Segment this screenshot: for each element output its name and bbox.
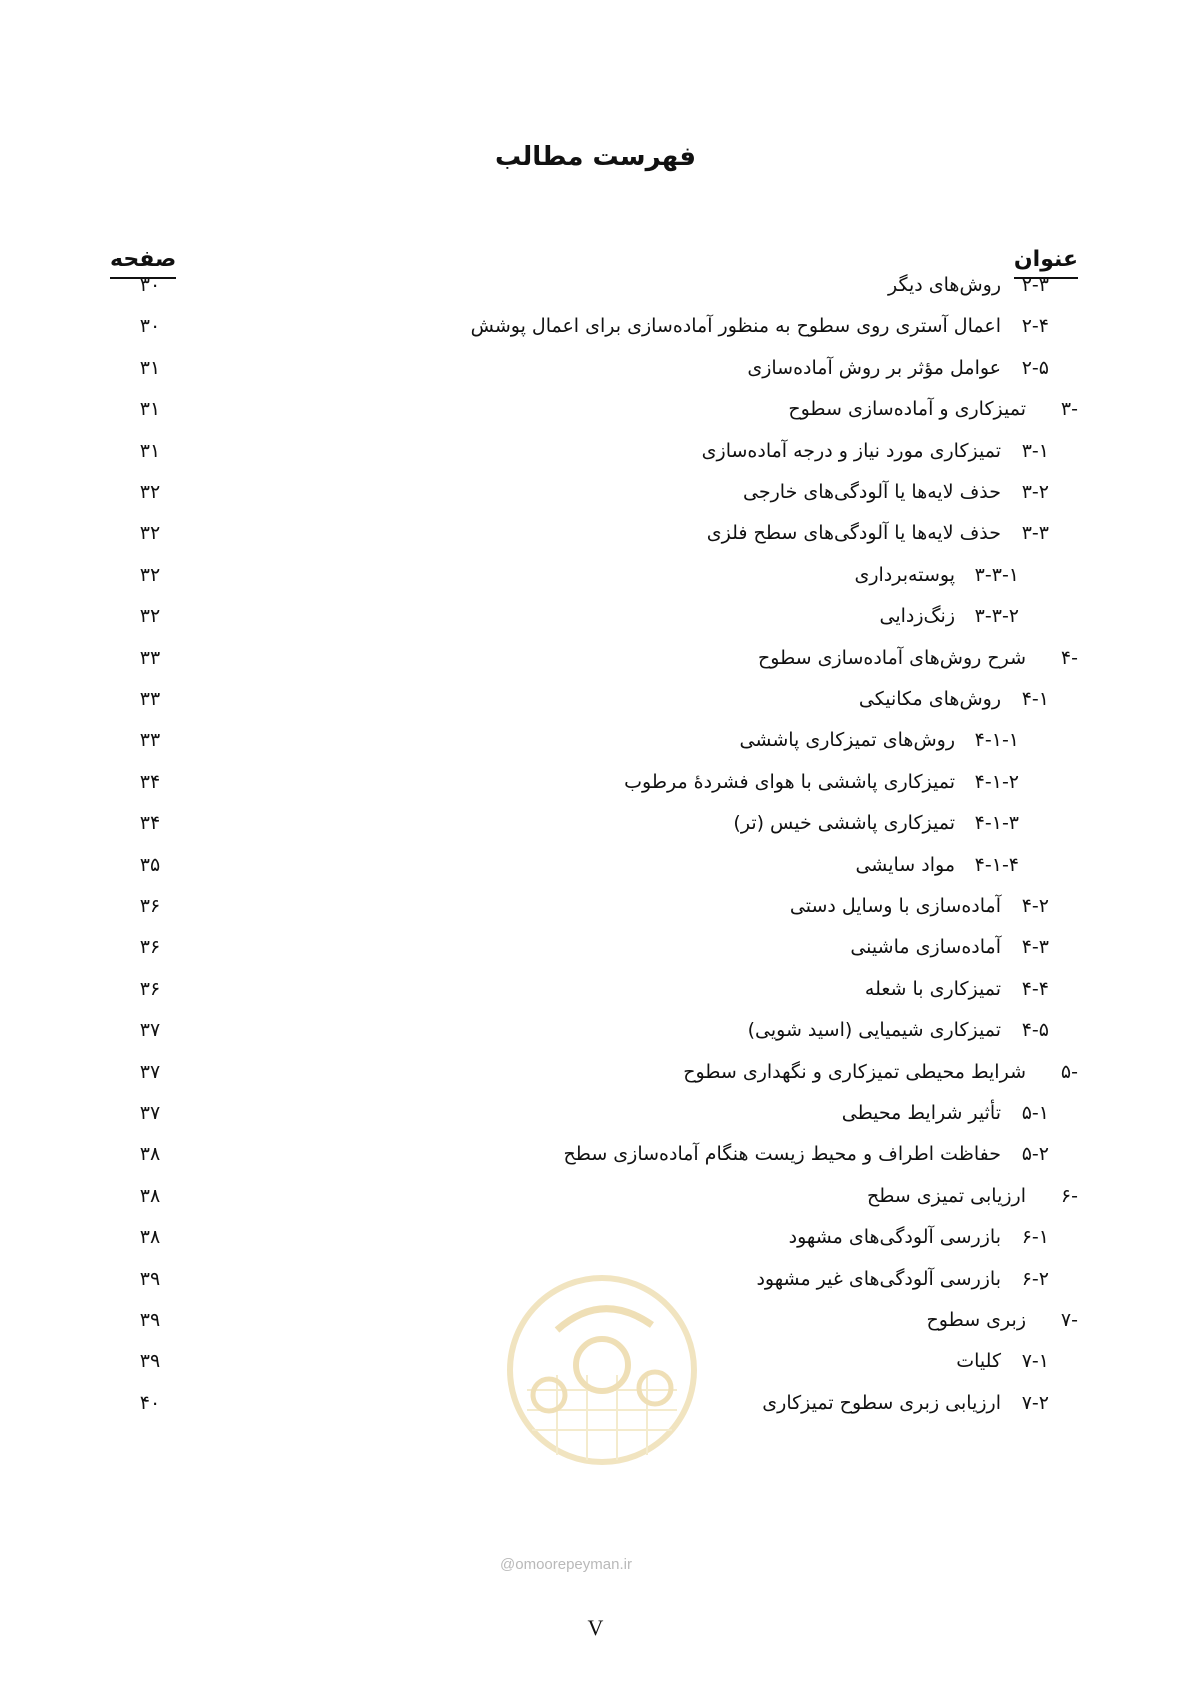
- section-title: تمیزکاری پاششی با هوای فشردهٔ مرطوب: [624, 771, 955, 793]
- toc-row: [0, 974, 1191, 1018]
- toc-row: [0, 725, 1191, 769]
- section-number: ۲-۴: [1021, 315, 1049, 337]
- section-title: زنگ‌زدایی: [879, 605, 955, 627]
- section-title: پوسته‌برداری: [854, 564, 955, 586]
- page-ref: ۳۲: [139, 564, 161, 586]
- toc-row: [0, 518, 1191, 562]
- toc-entry: [859, 684, 1049, 714]
- toc-row: [0, 1015, 1191, 1059]
- section-number: ۴-۲: [1021, 895, 1049, 917]
- section-number: ۴-۵: [1021, 1019, 1049, 1041]
- toc-entry: [867, 1181, 1078, 1211]
- section-number: -۶: [1060, 1185, 1078, 1207]
- section-number: ۴-۱-۳: [974, 812, 1019, 834]
- section-title: روش‌های تمیزکاری پاششی: [739, 729, 955, 751]
- page-ref: ۳۱: [139, 398, 161, 420]
- toc-row: [0, 477, 1191, 521]
- page-title: فهرست مطالب: [495, 142, 696, 172]
- section-title: روش‌های دیگر: [888, 274, 1001, 296]
- section-number: ۴-۱-۴: [974, 854, 1019, 876]
- toc-entry: [707, 518, 1049, 548]
- page-ref: ۳۸: [139, 1143, 161, 1165]
- page-number: V: [587, 1615, 604, 1640]
- page-ref: ۳۰: [139, 274, 161, 296]
- toc-row: [0, 1181, 1191, 1225]
- toc-row: [0, 270, 1191, 314]
- section-number: ۲-۵: [1021, 357, 1049, 379]
- toc-row: [0, 891, 1191, 935]
- title-column-header: عنوان: [1014, 246, 1078, 279]
- toc-entry: [956, 1346, 1049, 1376]
- section-number: ۴-۱-۱: [974, 729, 1019, 751]
- section-number: ۵-۱: [1021, 1102, 1049, 1124]
- page-ref: ۳۶: [139, 895, 161, 917]
- toc-entry: [748, 1015, 1049, 1045]
- page-ref: ۳۷: [139, 1019, 161, 1041]
- toc-row: [0, 1057, 1191, 1101]
- section-title: تمیزکاری شیمیایی (اسید شویی): [747, 1019, 1001, 1041]
- toc-row: [0, 394, 1191, 438]
- section-number: ۷-۱: [1021, 1350, 1049, 1372]
- page-ref: ۳۱: [139, 440, 161, 462]
- toc-row: [0, 311, 1191, 355]
- page-ref: ۳۹: [139, 1309, 161, 1331]
- toc-entry: [747, 353, 1049, 383]
- page-ref: ۳۳: [139, 688, 161, 710]
- section-title: شرایط محیطی تمیزکاری و نگهداری سطوح: [683, 1061, 1026, 1083]
- section-number: ۳-۳: [1021, 522, 1049, 544]
- page-ref: ۳۲: [139, 481, 161, 503]
- page-ref: ۳۶: [139, 978, 161, 1000]
- toc-row: [0, 1139, 1191, 1183]
- section-title: آماده‌سازی ماشینی: [850, 936, 1001, 958]
- section-title: اعمال آستری روی سطوح به منظور آماده‌سازی برای اعمال پوشش: [470, 315, 1001, 337]
- toc-entry: [788, 394, 1078, 424]
- toc-entry: [733, 808, 1019, 838]
- section-title: بازرسی آلودگی‌های مشهود: [788, 1226, 1001, 1248]
- section-title: شرح روش‌های آماده‌سازی سطوح: [757, 647, 1026, 669]
- section-title: تمیزکاری پاششی خیس (تر): [733, 812, 955, 834]
- toc-row: [0, 684, 1191, 728]
- section-title: تمیزکاری مورد نیاز و درجه آماده‌سازی: [701, 440, 1001, 462]
- section-number: -۷: [1060, 1309, 1078, 1331]
- toc-row: [0, 560, 1191, 604]
- toc-entry: [624, 767, 1019, 797]
- page-ref: ۳۰: [139, 315, 161, 337]
- watermark-url: @omoorepeyman.ir: [500, 1556, 632, 1573]
- section-title: ارزیابی تمیزی سطح: [866, 1185, 1026, 1207]
- toc-entry: [842, 1098, 1049, 1128]
- toc-entry: [789, 1222, 1049, 1252]
- toc-entry: [471, 311, 1049, 341]
- section-title: تأثیر شرایط محیطی: [841, 1102, 1001, 1124]
- section-number: ۳-۱: [1021, 440, 1049, 462]
- page-ref: ۳۲: [139, 522, 161, 544]
- page-ref: ۳۵: [139, 854, 161, 876]
- section-title: کلیات: [956, 1350, 1001, 1372]
- toc-row: [0, 767, 1191, 811]
- toc-entry: [756, 1264, 1049, 1294]
- toc-entry: [740, 725, 1019, 755]
- section-title: ارزیابی زبری سطوح تمیزکاری: [762, 1392, 1001, 1414]
- toc-entry: [927, 1305, 1078, 1335]
- toc-entry: [855, 850, 1019, 880]
- page-ref: ۳۱: [139, 357, 161, 379]
- toc-entry: [758, 643, 1078, 673]
- page-ref: ۳۷: [139, 1102, 161, 1124]
- section-number: ۲-۳: [1021, 274, 1049, 296]
- section-number: ۴-۱-۲: [974, 771, 1019, 793]
- section-number: ۶-۱: [1021, 1226, 1049, 1248]
- watermark-logo: [487, 1270, 717, 1470]
- section-title: حذف لایه‌ها یا آلودگی‌های خارجی: [743, 481, 1001, 503]
- section-title: تمیزکاری با شعله: [864, 978, 1001, 1000]
- section-title: آماده‌سازی با وسایل دستی: [789, 895, 1001, 917]
- page-ref: ۳۳: [139, 647, 161, 669]
- toc-row: [0, 850, 1191, 894]
- page-ref: ۳۳: [139, 729, 161, 751]
- toc-row: [0, 601, 1191, 645]
- page-ref: ۳۹: [139, 1268, 161, 1290]
- section-title: حفاظت اطراف و محیط زیست هنگام آماده‌سازی سطح: [563, 1143, 1001, 1165]
- toc-entry: [888, 270, 1049, 300]
- section-number: -۵: [1060, 1061, 1078, 1083]
- page-ref: ۳۸: [139, 1185, 161, 1207]
- toc-entry: [762, 1388, 1049, 1418]
- section-number: ۳-۳-۱: [974, 564, 1019, 586]
- toc-row: [0, 1222, 1191, 1266]
- section-number: ۵-۲: [1021, 1143, 1049, 1165]
- section-number: -۴: [1060, 647, 1078, 669]
- section-title: حذف لایه‌ها یا آلودگی‌های سطح فلزی: [706, 522, 1001, 544]
- section-number: ۳-۲: [1021, 481, 1049, 503]
- section-number: ۷-۲: [1021, 1392, 1049, 1414]
- page-ref: ۳۸: [139, 1226, 161, 1248]
- section-title: مواد سایشی: [855, 854, 955, 876]
- page-column-header: صفحه: [110, 246, 176, 279]
- page-ref: ۳۲: [139, 605, 161, 627]
- page-ref: ۳۴: [139, 771, 161, 793]
- toc-row: [0, 436, 1191, 480]
- toc-entry: [850, 932, 1049, 962]
- toc-entry: [702, 436, 1049, 466]
- toc-entry: [790, 891, 1049, 921]
- toc-entry: [563, 1139, 1049, 1169]
- page-ref: ۴۰: [139, 1392, 161, 1414]
- section-title: روش‌های مکانیکی: [858, 688, 1001, 710]
- toc-entry: [865, 974, 1049, 1004]
- page-ref: ۳۹: [139, 1350, 161, 1372]
- section-number: ۳-۳-۲: [974, 605, 1019, 627]
- page-ref: ۳۶: [139, 936, 161, 958]
- section-number: ۴-۴: [1021, 978, 1049, 1000]
- section-title: بازرسی آلودگی‌های غیر مشهود: [756, 1268, 1001, 1290]
- section-number: -۳: [1060, 398, 1078, 420]
- section-title: عوامل مؤثر بر روش آماده‌سازی: [747, 357, 1001, 379]
- toc-entry: [879, 601, 1019, 631]
- toc-entry: [854, 560, 1019, 590]
- toc-row: [0, 353, 1191, 397]
- toc-row: [0, 643, 1191, 687]
- section-number: ۴-۱: [1021, 688, 1049, 710]
- toc-row: [0, 932, 1191, 976]
- toc-entry: [743, 477, 1049, 507]
- section-title: تمیزکاری و آماده‌سازی سطوح: [788, 398, 1026, 420]
- toc-entry: [683, 1057, 1078, 1087]
- section-number: ۶-۲: [1021, 1268, 1049, 1290]
- page-ref: ۳۴: [139, 812, 161, 834]
- page-ref: ۳۷: [139, 1061, 161, 1083]
- section-title: زبری سطوح: [926, 1309, 1026, 1331]
- toc-row: [0, 1098, 1191, 1142]
- section-number: ۴-۳: [1021, 936, 1049, 958]
- toc-row: [0, 808, 1191, 852]
